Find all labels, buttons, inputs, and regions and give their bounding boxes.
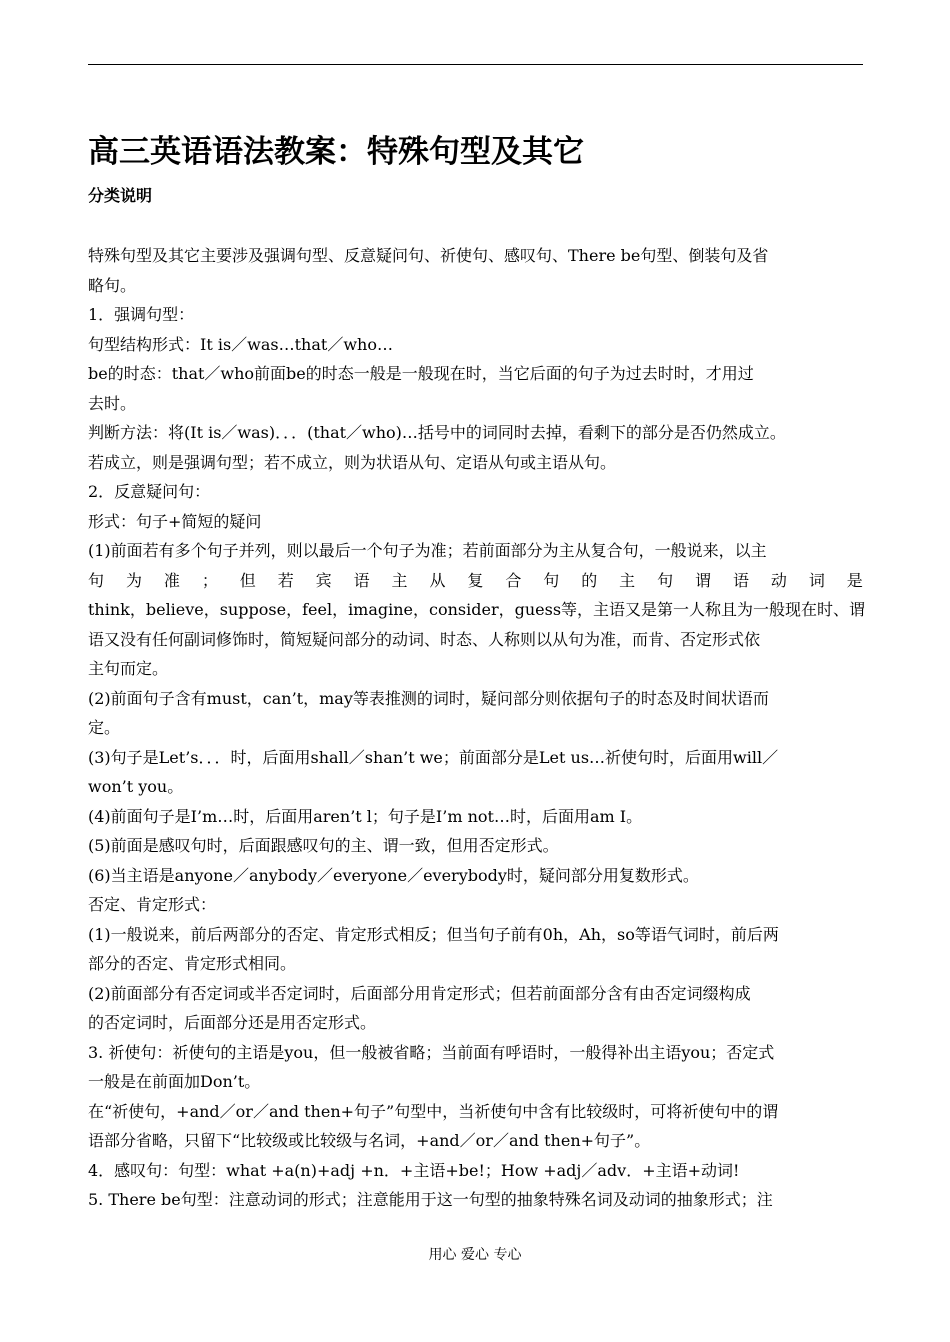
paragraph-line: 5. There be句型：注意动词的形式；注意能用于这一句型的抽象特殊名词及动词的抽象形式；注 bbox=[88, 1190, 773, 1209]
body-text bbox=[88, 241, 878, 1215]
paragraph-line: 语部分省略，只留下“比较级或比较级与名词，+and／or／and then+句子”。 bbox=[88, 1131, 651, 1150]
paragraph-line: (1)一般说来，前后两部分的否定、肯定形式相反；但当句子前有0h，Ah，so等语气词时，前后两 bbox=[88, 924, 779, 944]
spread-line bbox=[88, 566, 863, 596]
paragraph-line: (1)前面若有多个句子并列，则以最后一个句子为准；若前面部分为主从复合句，一般说来，以主 bbox=[88, 541, 767, 560]
paragraph-line: (5)前面是感叹句时，后面跟感叹句的主、谓一致，但用否定形式。 bbox=[88, 836, 559, 855]
spread-char: 句 bbox=[657, 570, 674, 590]
paragraph-line: 主句而定。 bbox=[88, 659, 169, 678]
spread-char: 句 bbox=[88, 570, 105, 590]
spread-char: 宾 bbox=[315, 570, 332, 590]
header-rule bbox=[88, 64, 863, 65]
spread-char: 合 bbox=[505, 570, 522, 590]
page-title: 高三英语语法教案：特殊句型及其它 bbox=[88, 134, 584, 170]
paragraph-line: 判断方法：将(It is／was)．．．(that／who)…括号中的词同时去掉，看剩下的部分是否仍然成立。 bbox=[88, 423, 786, 442]
paragraph-line: 3. 祈使句：祈使句的主语是you，但一般被省略；当前面有呼语时，一般得补出主语you；否定式 bbox=[88, 1042, 775, 1062]
paragraph-line: 一般是在前面加Don’t。 bbox=[88, 1072, 261, 1091]
paragraph-line: 若成立，则是强调句型；若不成立，则为状语从句、定语从句或主语从句。 bbox=[88, 452, 617, 472]
section-heading: 分类说明 bbox=[88, 186, 153, 205]
paragraph-line: (4)前面句子是I’m…时，后面用aren’t l；句子是I’m not…时，后面用am I。 bbox=[88, 806, 643, 826]
paragraph-line: (6)当主语是anyone／anybody／everyone／everybody时，疑问部分用复数形式。 bbox=[88, 865, 699, 885]
paragraph-line: 在“祈使句，+and／or／and then+句子”句型中，当祈使句中含有比较级时，可将祈使句中的谓 bbox=[88, 1101, 779, 1121]
paragraph-line: 句型结构形式：It is／was…that／who… bbox=[88, 334, 393, 354]
spread-char: 语 bbox=[732, 570, 749, 590]
paragraph-line: 去时。 bbox=[88, 393, 137, 413]
spread-char: 若 bbox=[277, 570, 294, 590]
paragraph-line: 1．强调句型： bbox=[88, 305, 195, 324]
spread-char: 动 bbox=[770, 570, 787, 590]
paragraph-line: be的时态：that／who前面be的时态一般是一般现在时，当它后面的句子为过去时时，才用过 bbox=[88, 364, 754, 383]
spread-char: 谓 bbox=[695, 570, 712, 590]
paragraph-line: 4．感叹句：句型：what +a(n)+adj +n．+主语+be!；How +adj／adv．+主语+动词! bbox=[88, 1160, 740, 1180]
spread-char: 主 bbox=[391, 570, 408, 590]
spread-char: 是 bbox=[846, 570, 863, 590]
paragraph-line: 语又没有任何副词修饰时，简短疑问部分的动词、时态、人称则以从句为准，而肯、否定形式依 bbox=[88, 629, 761, 649]
spread-char: ； bbox=[201, 570, 218, 590]
spread-char: 准 bbox=[163, 570, 180, 590]
spread-char: 从 bbox=[429, 570, 446, 590]
spread-char: 复 bbox=[467, 570, 484, 590]
spread-char: 的 bbox=[581, 570, 598, 590]
paragraph-line: 定。 bbox=[88, 718, 121, 737]
paragraph-line: won’t you。 bbox=[88, 777, 184, 796]
paragraph-line: (2)前面部分有否定词或半否定词时，后面部分用肯定形式；但若前面部分含有由否定词缀构成 bbox=[88, 983, 751, 1003]
paragraph-line: 略句。 bbox=[88, 275, 137, 295]
paragraph-line: 形式：句子+简短的疑问 bbox=[88, 511, 262, 531]
spread-char: 句 bbox=[543, 570, 560, 590]
paragraph-line: think，believe，suppose，feel，imagine，consider，guess等，主语又是第一人称且为一般现在时、谓 bbox=[88, 600, 866, 619]
spread-char: 语 bbox=[353, 570, 370, 590]
page-footer: 用心 爱心 专心 bbox=[428, 1247, 522, 1263]
spread-char: 主 bbox=[619, 570, 636, 590]
paragraph-line: (2)前面句子含有must，can’t，may等表推测的词时，疑问部分则依据句子的时态及时间状语而 bbox=[88, 688, 769, 708]
spread-char: 但 bbox=[239, 570, 256, 590]
paragraph-line: 特殊句型及其它主要涉及强调句型、反意疑问句、祈使句、感叹句、There be句型、倒装句及省 bbox=[88, 246, 769, 265]
paragraph-line: 2．反意疑问句： bbox=[88, 482, 211, 501]
paragraph-line: 部分的否定、肯定形式相同。 bbox=[88, 954, 297, 973]
spread-char: 词 bbox=[808, 570, 825, 590]
paragraph-line: (3)句子是Let’s．．．时，后面用shall／shan’t we；前面部分是Let us…祈使句时，后面用will／ bbox=[88, 747, 779, 767]
paragraph-line: 的否定词时，后面部分还是用否定形式。 bbox=[88, 1013, 377, 1032]
paragraph-line: 否定、肯定形式： bbox=[88, 895, 217, 914]
spread-char: 为 bbox=[125, 570, 142, 590]
